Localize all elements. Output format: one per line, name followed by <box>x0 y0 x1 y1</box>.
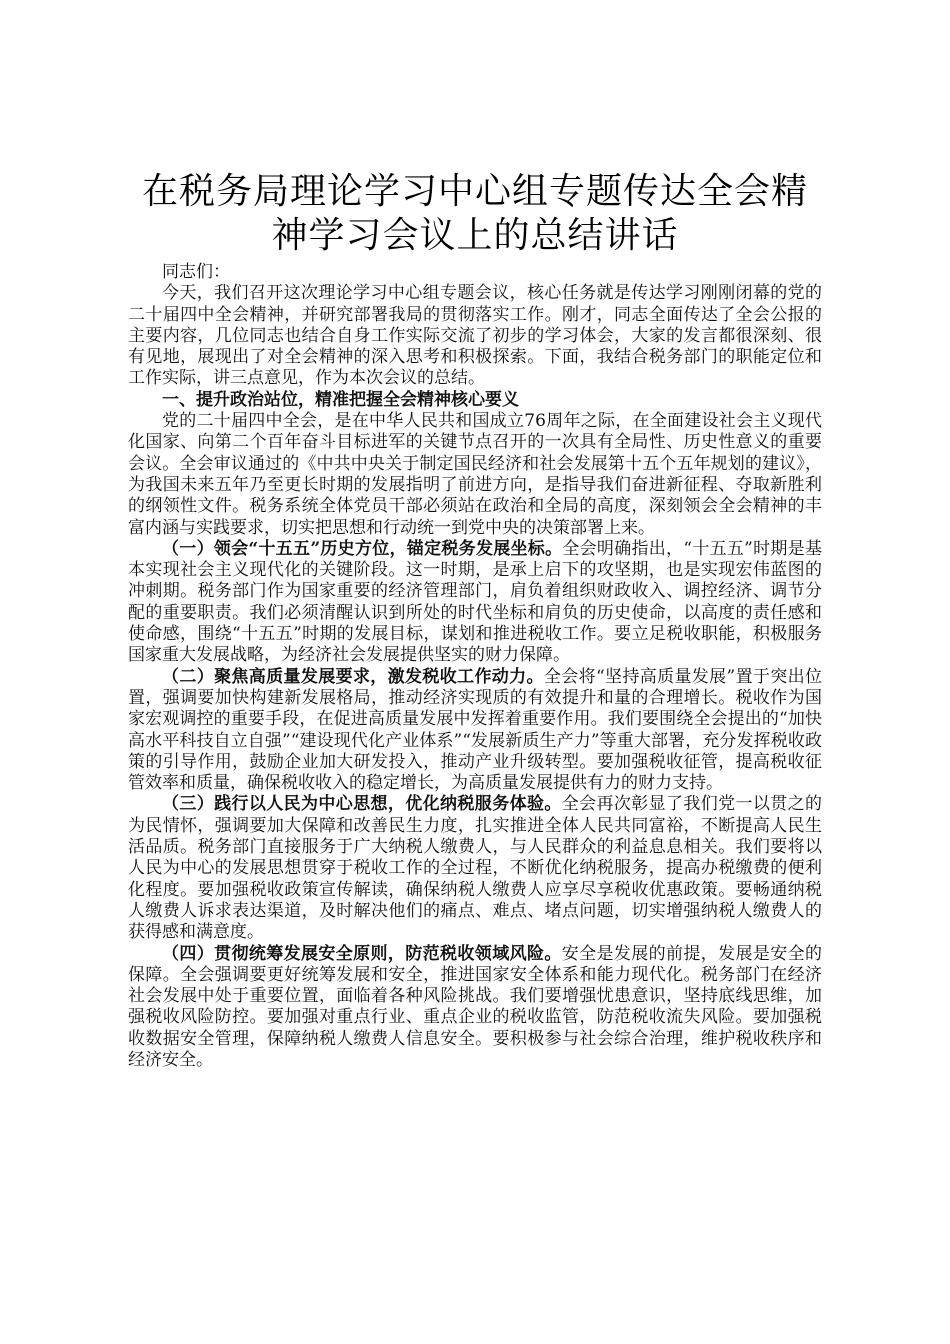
point-paragraph-3 <box>128 794 822 943</box>
point-paragraph-2 <box>128 667 822 795</box>
point-lead-3: （三）践行以人民为中心思想，优化纳税服务体验。 <box>162 794 562 815</box>
salutation: 同志们： <box>162 262 230 282</box>
document-title: 在税务局理论学习中心组专题传达全会精神学习会议上的总结讲话 <box>141 171 808 256</box>
section-heading-1: 一、提升政治站位，精准把握全会精神核心要义 <box>162 389 519 410</box>
point-lead-2: （二）聚焦高质量发展要求，激发税收工作动力。 <box>162 666 544 687</box>
point-paragraph-1 <box>128 539 822 667</box>
section-paragraph-1: 党的二十届四中全会，是在中华人民共和国成立76周年之际，在全面建设社会主义现代化国家、向第二个百年奋斗目标进军的关键节点召开的一次具有全局性、历史性意义的重要会议。全会审议通过的《中共中央关于制定国民经济和社会发展第十五个五年规划的建议》，为我国未来五年乃至更长时期的发展指明了前进方向，是指导我们奋进新征程、夺取新胜利的纲领性文件。税务系统全体党员干部必须站在政治和全局的高度，深刻领会全会精神的丰富内涵与实践要求，切实把思想和行动统一到党中央的决策部署上来。 <box>128 411 822 538</box>
document-body <box>128 262 822 1071</box>
point-lead-4: （四）贯彻统筹发展安全原则，防范税收领域风险。 <box>162 943 562 964</box>
point-text-2: 全会将“坚持高质量发展”置于突出位置，强调要加快构建新发展格局，推动经济实现质的有效提升和量的合理增长。税收作为国家宏观调控的重要手段，在促进高质量发展中发挥着重要作用。我们要围绕全会提出的“加快高水平科技自立自强”“建设现代化产业体系”“发展新质生产力”等重大部署，充分发挥税收政策的引导作用，鼓励企业加大研发投入，推动产业升级转型。要加强税收征管，提高税收征管效率和质量，确保税收收入的稳定增长，为高质量发展提供有力的财力支持。 <box>128 666 823 794</box>
point-paragraph-4 <box>128 944 822 1072</box>
intro-paragraph: 今天，我们召开这次理论学习中心组专题会议，核心任务就是传达学习刚刚闭幕的党的二十届四中全会精神，并研究部署我局的贯彻落实工作。刚才，同志全面传达了全会公报的主要内容，几位同志也结合自身工作实际交流了初步的学习体会，大家的发言都很深刻、很有见地，展现出了对全会精神的深入思考和积极探索。下面，我结合税务部门的职能定位和工作实际，讲三点意见，作为本次会议的总结。 <box>128 283 822 389</box>
document-page <box>128 170 822 1071</box>
point-text-4: 安全是发展的前提，发展是安全的保障。全会强调要更好统筹发展和安全，推进国家安全体系和能力现代化。税务部门在经济社会发展中处于重要位置，面临着各种风险挑战。我们要增强忧患意识，坚持底线思维，加强税收风险防控。要加强对重点行业、重点企业的税收监管，防范税收流失风险。要加强税收数据安全管理，保障纳税人缴费人信息安全。要积极参与社会综合治理，维护税收秩序和经济安全。 <box>128 943 822 1070</box>
point-text-1: 全会明确指出，“十五五”时期是基本实现社会主义现代化的关键阶段。这一时期，是承上启下的攻坚期，也是实现宏伟蓝图的冲刺期。税务部门作为国家重要的经济管理部门，肩负着组织财政收入、调控经济、调节分配的重要职责。我们必须清醒认识到所处的时代坐标和肩负的历史使命，以高度的责任感和使命感，围绕“十五五”时期的发展目标，谋划和推进税收工作。要立足税收职能，积极服务国家重大发展战略，为经济社会发展提供坚实的财力保障。 <box>128 538 822 666</box>
point-lead-1: （一）领会“十五五”历史方位，锚定税务发展坐标。 <box>162 538 563 559</box>
point-text-3: 全会再次彰显了我们党一以贯之的为民情怀，强调要加大保障和改善民生力度，扎实推进全体人民共同富裕，不断提高人民生活品质。税务部门直接服务于广大纳税人缴费人，与人民群众的利益息息相关。我们要将以人民为中心的发展思想贯穿于税收工作的全过程，不断优化纳税服务，提高办税缴费的便利化程度。要加强税收政策宣传解读，确保纳税人缴费人应享尽享税收优惠政策。要畅通纳税人缴费人诉求表达渠道，及时解决他们的痛点、难点、堵点问题，切实增强纳税人缴费人的获得感和满意度。 <box>128 794 822 943</box>
